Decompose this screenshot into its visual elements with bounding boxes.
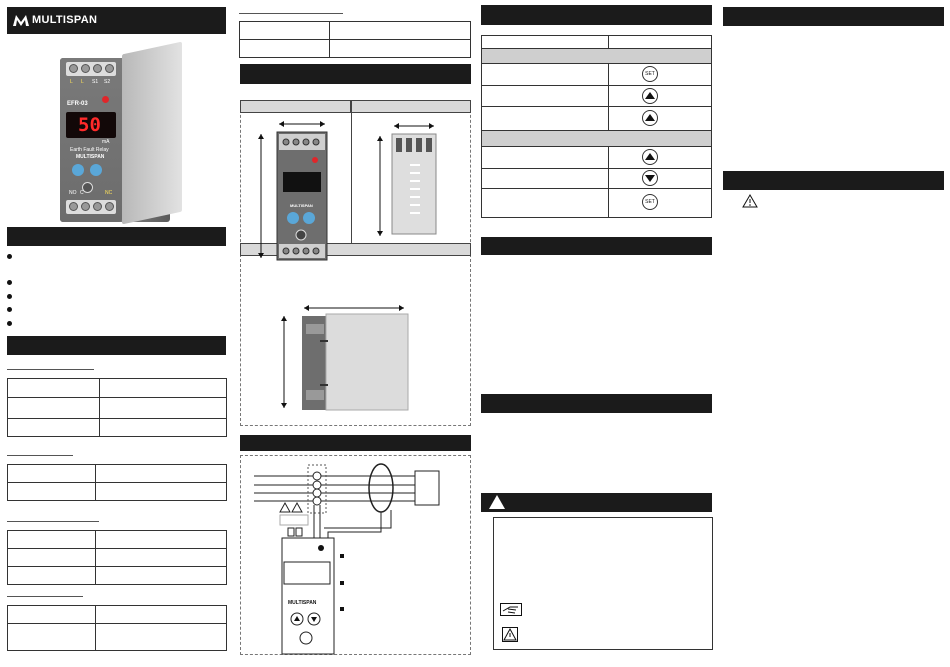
photo-display: 50	[66, 112, 116, 138]
section-header-bar	[481, 237, 712, 255]
section-header-bar	[7, 336, 226, 355]
keys-table-row	[481, 86, 712, 107]
set-key-icon: SET	[642, 66, 658, 82]
hazard-icon	[502, 627, 518, 642]
photo-terminal-mark: S2	[104, 79, 111, 85]
section-header-bar	[723, 7, 944, 26]
product-photo	[52, 44, 182, 226]
photo-brand-small: MULTISPAN	[76, 154, 105, 160]
keys-table-row	[481, 64, 712, 86]
keys-table-row	[481, 107, 712, 131]
spec-table	[7, 378, 227, 437]
diagram-subheader	[351, 100, 471, 113]
keys-table-group-row	[481, 131, 712, 147]
subheading-underline	[239, 13, 343, 14]
brand-header-bar	[7, 7, 226, 34]
photo-bottom-mark: NO	[69, 190, 77, 196]
section-header-bar	[723, 171, 944, 190]
photo-unit: mA	[102, 139, 110, 145]
subheading-underline	[7, 596, 83, 597]
bullet-dot	[7, 280, 12, 285]
diagram-logo: MULTISPAN	[288, 600, 317, 606]
front-view-drawing	[255, 118, 345, 266]
photo-bottom-mark: C	[80, 190, 84, 196]
down-key-icon	[642, 170, 658, 186]
photo-bottom-mark: NC	[105, 190, 113, 196]
keys-table-row	[481, 169, 712, 189]
bullet-dot	[7, 321, 12, 326]
spec-table	[7, 464, 227, 501]
keys-table-header	[481, 35, 712, 49]
side-view-drawing	[270, 300, 420, 414]
photo-terminal-mark: L	[70, 79, 73, 85]
multispan-logo-icon	[13, 15, 29, 26]
spec-table	[239, 21, 471, 58]
bullet-dot	[7, 294, 12, 299]
keys-table-group-row	[481, 49, 712, 64]
photo-terminal-mark: S1	[92, 79, 99, 85]
set-key-icon: SET	[642, 194, 658, 210]
keys-table-row	[481, 147, 712, 169]
subheading-underline	[7, 521, 99, 522]
bullet-dot	[7, 307, 12, 312]
section-header-bar	[240, 435, 471, 451]
warning-header-bar	[481, 493, 712, 512]
section-header-bar	[481, 394, 712, 413]
hazard-icon	[742, 194, 758, 208]
subheading-underline	[7, 455, 73, 456]
note-hand-icon	[500, 603, 522, 616]
subheading-underline	[7, 369, 94, 370]
diagram-subheader	[240, 100, 351, 113]
wiring-drawing	[250, 460, 465, 655]
photo-product-label: Earth Fault Relay	[70, 147, 109, 153]
photo-down-button	[90, 164, 102, 176]
section-header-bar	[240, 64, 471, 84]
bullet-dot	[7, 254, 12, 259]
photo-model-label: EFR-03	[67, 101, 88, 107]
photo-up-button	[72, 164, 84, 176]
warning-icon	[489, 495, 505, 509]
photo-terminal-mark: L	[81, 79, 84, 85]
spec-table	[7, 605, 227, 651]
brand-name: MULTISPAN	[32, 14, 98, 26]
up-key-icon	[642, 149, 658, 165]
up-key-icon	[642, 110, 658, 126]
warning-box	[493, 517, 713, 650]
spec-table	[7, 530, 227, 585]
diagram-logo: MULTISPAN	[290, 203, 313, 208]
led-indicator-icon	[102, 96, 109, 103]
section-header-bar	[481, 5, 712, 25]
section-header-bar	[7, 227, 226, 246]
rear-view-drawing	[372, 120, 454, 238]
diagram-divider	[351, 113, 352, 243]
up-key-icon	[642, 88, 658, 104]
keys-table-row	[481, 189, 712, 218]
